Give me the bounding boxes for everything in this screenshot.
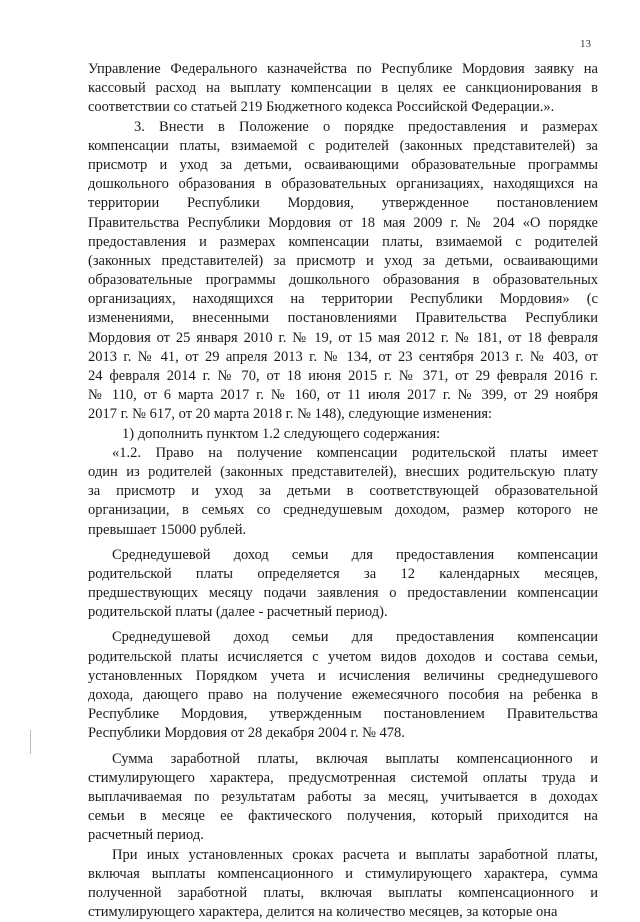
text-line: организациях, находящихся на территории Республики Мордовия» (с <box>88 290 598 309</box>
text-line: соответствии со статьей 219 Бюджетного кодекса Российской Федерации.». <box>88 98 598 117</box>
text-line: Правительства Республики Мордовия от 18 мая 2009 г. № 204 «О порядке <box>88 214 598 233</box>
text-line: предоставления и размерах компенсации платы, взимаемой с родителей <box>88 233 598 252</box>
text-line: Республики Мордовия от 28 декабря 2004 г. № 478. <box>88 724 598 743</box>
paragraph <box>88 628 598 743</box>
text-line: дохода, дающего право на получение ежемесячного пособия на ребенка в <box>88 686 598 705</box>
text-line: предшествующих месяцу подачи заявления о предоставлении компенсации <box>88 584 598 603</box>
paragraph <box>88 750 598 846</box>
page-number: 13 <box>580 38 591 50</box>
text-line: (законных представителей) за присмотр и уход за детьми, осваивающими <box>88 252 598 271</box>
text-line: присмотр и уход за детьми, осваивающими образовательные программы <box>88 156 598 175</box>
text-line: включая выплаты компенсационного и стимулирующего характера, сумма <box>88 865 598 884</box>
text-line: стимулирующего характера, предусмотренная системой оплаты труда и <box>88 769 598 788</box>
text-line: изменениями, внесенными постановлениями Правительства Республики <box>88 309 598 328</box>
text-line: Управление Федерального казначейства по Республике Мордовия заявку на <box>88 60 598 79</box>
text-line: кассовый расход на выплату компенсации в целях ее санкционирования в <box>88 79 598 98</box>
text-line: семьи в месяце ее фактического получения, который приходится на <box>88 807 598 826</box>
text-line: родительской платы исчисляется с учетом видов доходов и состава семьи, <box>88 648 598 667</box>
text-line: Мордовия от 25 января 2010 г. № 19, от 15 мая 2012 г. № 181, от 18 февраля <box>88 329 598 348</box>
text-line: Среднедушевой доход семьи для предоставления компенсации <box>88 546 598 565</box>
text-line: При иных установленных сроках расчета и выплаты заработной платы, <box>88 846 598 865</box>
text-line: 2013 г. № 41, от 29 апреля 2013 г. № 134, от 23 сентября 2013 г. № 403, от <box>88 348 598 367</box>
margin-mark <box>30 730 31 754</box>
text-line: стимулирующего характера, делится на количество месяцев, за которые она <box>88 903 598 922</box>
text-line: Сумма заработной платы, включая выплаты компенсационного и <box>88 750 598 769</box>
text-line: образовательные программы дошкольного образования в образовательных <box>88 271 598 290</box>
text-line: превышает 15000 рублей. <box>88 521 598 540</box>
text-line: родительской платы определяется за 12 календарных месяцев, <box>88 565 598 584</box>
text-line: № 110, от 6 марта 2017 г. № 160, от 11 июля 2017 г. № 399, от 29 ноября <box>88 386 598 405</box>
paragraph <box>88 425 598 444</box>
text-line: дошкольного образования в образовательных организациях, находящихся на <box>88 175 598 194</box>
text-line: 3. Внести в Положение о порядке предоставления и размерах <box>88 118 598 137</box>
text-line: расчетный период. <box>88 826 598 845</box>
paragraph <box>88 60 598 118</box>
text-line: Республике Мордовия, утвержденным постановлением Правительства <box>88 705 598 724</box>
text-line: за присмотр и уход за детьми в соответствующей образовательной <box>88 482 598 501</box>
paragraph <box>88 118 598 425</box>
text-line: 1) дополнить пунктом 1.2 следующего содержания: <box>88 425 598 444</box>
text-line: установленных Порядком учета и исчисления величины среднедушевого <box>88 667 598 686</box>
text-line: 24 февраля 2014 г. № 70, от 18 июня 2015 г. № 371, от 29 февраля 2016 г. <box>88 367 598 386</box>
text-line: родительской платы (далее - расчетный период). <box>88 603 598 622</box>
document-body <box>88 60 598 922</box>
text-line: Среднедушевой доход семьи для предоставления компенсации <box>88 628 598 647</box>
text-line: территории Республики Мордовия, утвержденное постановлением <box>88 194 598 213</box>
paragraph <box>88 846 598 922</box>
text-line: компенсации платы, взимаемой с родителей (законных представителей) за <box>88 137 598 156</box>
paragraph <box>88 546 598 623</box>
text-line: один из родителей (законных представителей), внесших родительскую плату <box>88 463 598 482</box>
text-line: выплачиваемая по результатам работы за месяц, учитывается в доходах <box>88 788 598 807</box>
paragraph <box>88 444 598 540</box>
text-line: организации, в семьях со среднедушевым доходом, размер которого не <box>88 501 598 520</box>
text-line: «1.2. Право на получение компенсации родительской платы имеет <box>88 444 598 463</box>
text-line: 2017 г. № 617, от 20 марта 2018 г. № 148), следующие изменения: <box>88 405 598 424</box>
text-line: полученной заработной платы, включая выплаты компенсационного и <box>88 884 598 903</box>
